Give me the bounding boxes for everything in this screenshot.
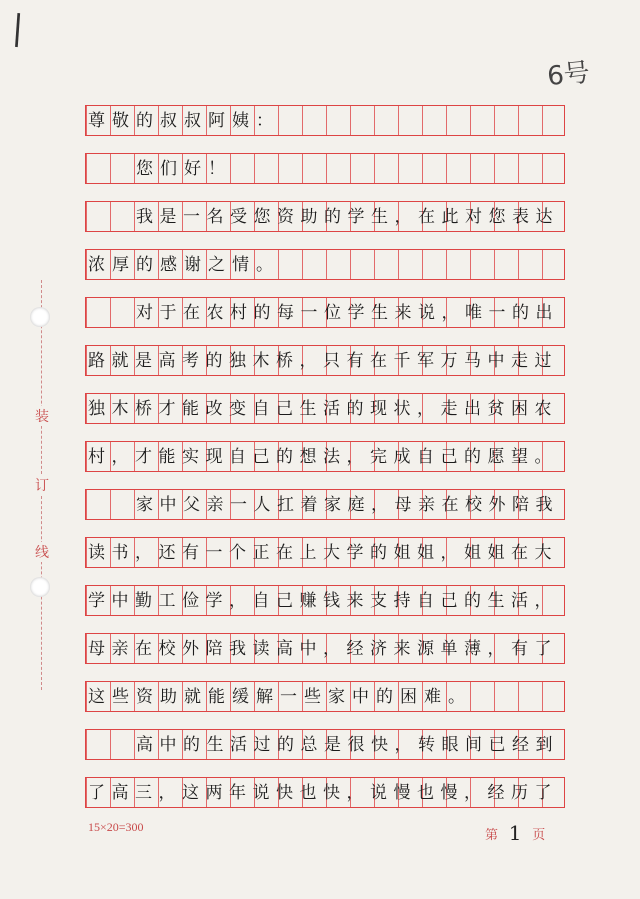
grid-row: [85, 153, 565, 184]
handwritten-line: 高中的生活过的总是很快，转眼间已经到: [136, 735, 559, 755]
binding-label-bottom: 线: [32, 542, 52, 562]
corner-mark: |: [10, 7, 25, 49]
grid-row: [85, 249, 565, 280]
grid-spec-label: 15×20=300: [88, 820, 144, 834]
handwritten-line: 母亲在校外陪我读高中，经济来源单薄，有了: [88, 639, 558, 659]
grid-row: [85, 537, 565, 568]
handwritten-line: 您们好！: [136, 159, 232, 179]
grid-row: [85, 297, 565, 328]
handwritten-line: 我是一名受您资助的学生，在此对您表达: [136, 207, 559, 227]
page-prefix: 第: [485, 828, 499, 843]
handwritten-line: 了高三，这两年说快也快，说慢也慢，经历了: [88, 783, 558, 803]
handwritten-page-number: 6号: [545, 57, 592, 93]
handwritten-line: 读书，还有一个正在上大学的姐姐，姐姐在大: [88, 543, 558, 563]
grid-row: [85, 585, 565, 616]
grid-row: [85, 729, 565, 760]
grid-row: [85, 345, 565, 376]
grid-row: [85, 681, 565, 712]
page-suffix: 页: [532, 828, 546, 843]
handwritten-line: 家中父亲一人扛着家庭，母亲在校外陪我: [136, 495, 559, 515]
handwritten-line: 独木桥才能改变自己生活的现状，走出贫困农: [88, 399, 558, 419]
grid-row: [85, 777, 565, 808]
grid-row: [85, 201, 565, 232]
punch-hole-bottom: [30, 577, 50, 597]
page-number: 1: [508, 821, 522, 845]
grid-row: [85, 105, 565, 136]
handwritten-line: 村，才能实现自己的想法，完成自己的愿望。: [88, 447, 558, 467]
handwritten-line: 学中勤工俭学，自己赚钱来支持自己的生活，: [88, 591, 558, 611]
binding-label-top: 装: [32, 406, 52, 426]
grid-row: [85, 393, 565, 424]
handwritten-line: 这些资助就能缓解一些家中的困难。: [88, 687, 472, 707]
writing-grid: [85, 105, 565, 825]
handwritten-line: 尊敬的叔叔阿姨：: [88, 111, 280, 131]
handwritten-line: 对于在农村的每一位学生来说，唯一的出: [136, 303, 559, 323]
grid-row: [85, 489, 565, 520]
grid-row: [85, 633, 565, 664]
punch-hole-top: [30, 307, 50, 327]
page-footer: [485, 820, 545, 844]
grid-row: [85, 441, 565, 472]
binding-label-middle: 订: [32, 475, 52, 495]
handwritten-line: 浓厚的感谢之情。: [88, 255, 280, 275]
handwritten-line: 路就是高考的独木桥，只有在千军万马中走过: [88, 351, 558, 371]
